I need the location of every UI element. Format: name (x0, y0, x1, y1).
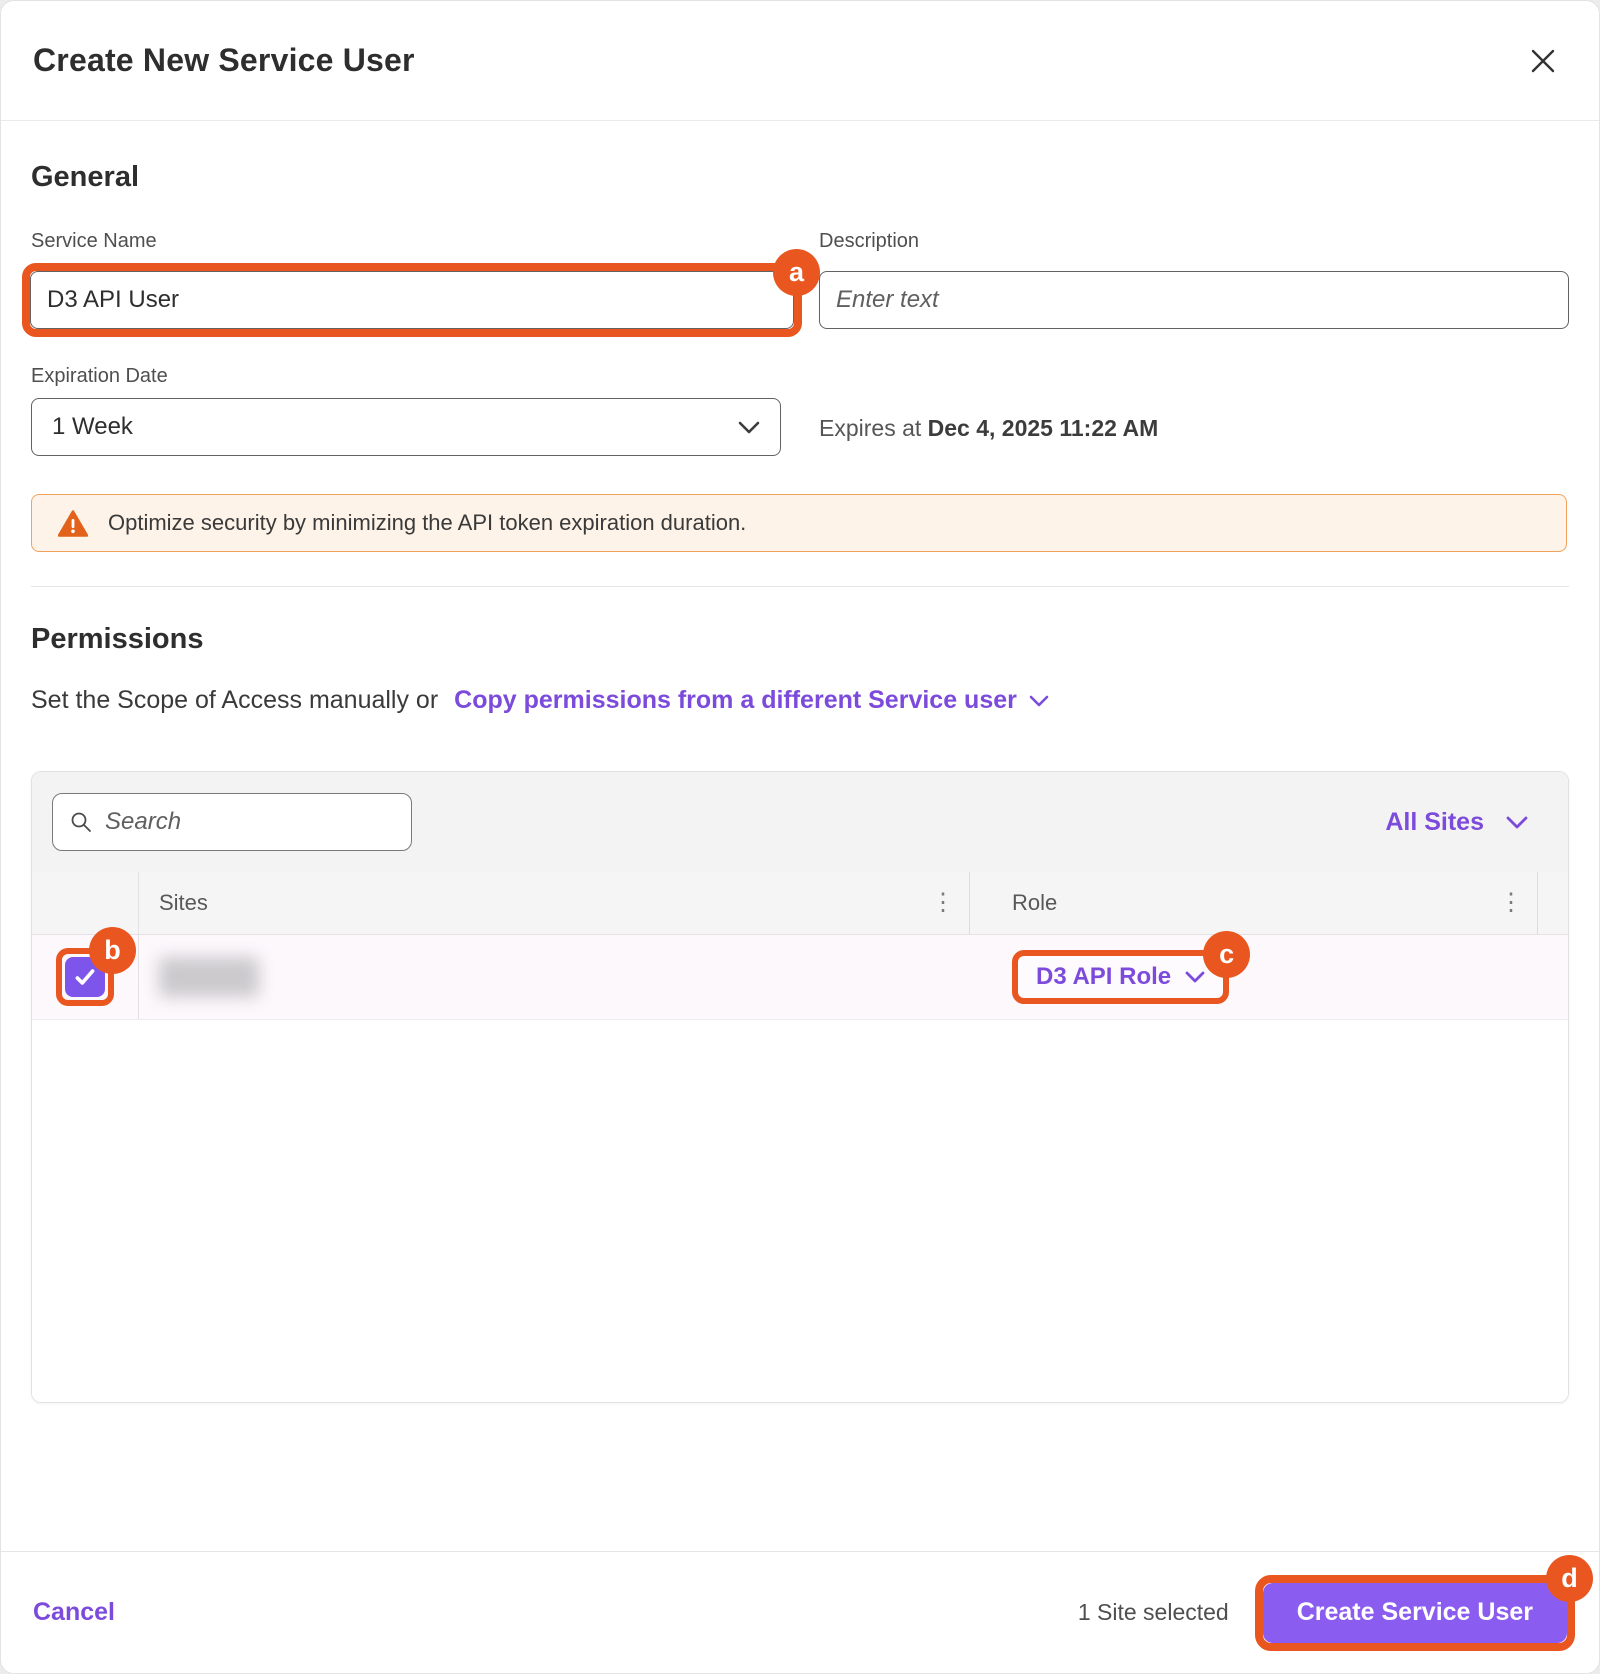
selection-count-text: 1 Site selected (1077, 1599, 1229, 1625)
chevron-down-icon (1029, 695, 1049, 707)
service-name-field-group (31, 230, 805, 337)
annotation-badge-b: b (89, 927, 136, 974)
copy-permissions-link[interactable] (454, 686, 1049, 715)
row-site-cell (139, 935, 970, 1019)
table-header-row (32, 872, 1568, 935)
all-sites-label: All Sites (1385, 807, 1484, 836)
close-button[interactable] (1519, 37, 1567, 85)
table-toolbar (32, 772, 1568, 872)
expiration-label: Expiration Date (31, 365, 168, 387)
expiration-field-group (31, 365, 793, 456)
annotation-highlight-d (1255, 1562, 1578, 1651)
section-divider (31, 586, 1569, 587)
modal-footer (1, 1551, 1599, 1673)
annotation-badge-d: d (1546, 1555, 1593, 1602)
role-value: D3 API Role (1036, 963, 1172, 990)
header-role-cell (970, 872, 1538, 934)
table-row[interactable] (32, 935, 1568, 1020)
annotation-badge-c: c (1203, 931, 1250, 978)
cancel-button[interactable]: Cancel (33, 1598, 115, 1626)
modal-header (1, 1, 1599, 121)
expires-prefix: Expires at (819, 415, 928, 441)
role-dropdown[interactable] (1018, 956, 1223, 998)
expiration-select[interactable] (31, 398, 781, 456)
description-label: Description (819, 230, 920, 252)
security-warning-banner (31, 494, 1567, 552)
create-service-user-button[interactable]: Create Service User (1263, 1583, 1567, 1643)
search-input[interactable] (105, 808, 395, 836)
annotation-highlight-a (22, 257, 805, 337)
search-icon (69, 810, 93, 834)
copy-permissions-label: Copy permissions from a different Service user (454, 686, 1017, 714)
sites-column-menu-icon[interactable]: ⋮ (931, 889, 955, 916)
close-icon (1528, 46, 1558, 76)
all-sites-filter[interactable] (1385, 808, 1528, 837)
sites-permission-table (31, 771, 1569, 1403)
sites-column-header: Sites (159, 890, 208, 915)
description-input[interactable] (819, 271, 1569, 329)
expires-at-text (819, 365, 1569, 456)
expires-value: Dec 4, 2025 11:22 AM (927, 415, 1159, 441)
page-title: Create New Service User (33, 42, 415, 78)
row-role-cell (970, 935, 1538, 1019)
description-field-group (819, 230, 1569, 337)
warning-text: Optimize security by minimizing the API token expiration duration. (108, 510, 747, 535)
checkmark-icon (72, 964, 98, 990)
role-column-menu-icon[interactable]: ⋮ (1499, 889, 1523, 916)
warning-icon (58, 510, 88, 537)
blurred-site-name (159, 957, 259, 997)
header-checkbox-cell (32, 872, 139, 934)
permissions-heading: Permissions (31, 623, 204, 655)
annotation-highlight-c (1012, 939, 1235, 1004)
annotation-highlight-b (56, 935, 121, 1006)
row-checkbox-cell (32, 935, 139, 1019)
service-name-label: Service Name (31, 230, 157, 252)
chevron-down-icon (1506, 816, 1528, 829)
table-empty-area (32, 1020, 1568, 1402)
chevron-down-icon (1185, 971, 1205, 983)
chevron-down-icon (738, 421, 760, 434)
service-name-input[interactable] (30, 271, 794, 329)
modal-body (1, 121, 1599, 1551)
role-column-header: Role (1012, 890, 1058, 915)
search-box (52, 793, 412, 851)
scope-of-access-text: Set the Scope of Access manually or (31, 686, 439, 714)
header-sites-cell (139, 872, 970, 934)
expiration-value: 1 Week (52, 413, 133, 440)
annotation-badge-a: a (773, 249, 820, 296)
general-heading: General (31, 161, 139, 193)
